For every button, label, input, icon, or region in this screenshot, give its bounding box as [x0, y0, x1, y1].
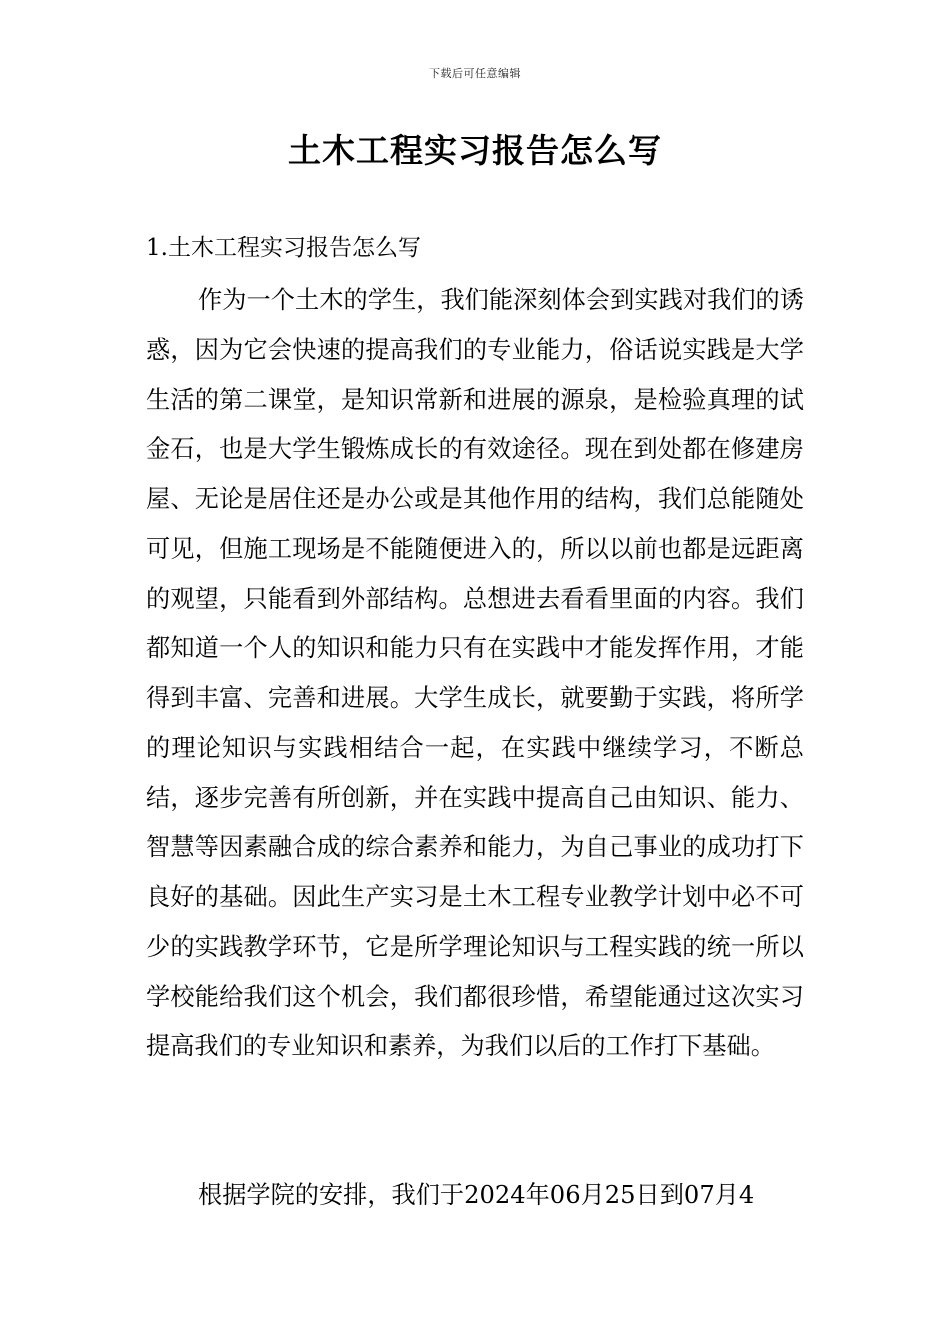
paragraph-2 — [146, 1171, 804, 1221]
paragraph-1 — [146, 276, 804, 1072]
document-title: 土木工程实习报告怎么写 — [288, 131, 662, 170]
header-note: 下载后可任意编辑 — [429, 67, 521, 80]
section-heading: 1.土木工程实习报告怎么写 — [146, 235, 421, 261]
paragraph-1-text: 作为一个土木的学生，我们能深刻体会到实践对我们的诱惑，因为它会快速的提高我们的专业能力，俗话说实践是大学生活的第二课堂，是知识常新和进展的源泉，是检验真理的试金石，也是大学生锻炼成长的有效途径。现在到处都在修建房屋、无论是居住还是办公或是其他作用的结构，我们总能随处可见，但施工现场是不能随便进入的，所以以前也都是远距离的观望，只能看到外部结构。总想进去看看里面的内容。我们都知道一个人的知识和能力只有在实践中才能发挥作用，才能得到丰富、完善和进展。大学生成长，就要勤于实践，将所学的理论知识与实践相结合一起，在实践中继续学习，不断总结，逐步完善有所创新，并在实践中提高自己由知识、能力、智慧等因素融合成的综合素养和能力，为自己事业的成功打下良好的基础。因此生产实习是土木工程专业教学计划中必不可少的实践教学环节，它是所学理论知识与工程实践的统一所以学校能给我们这个机会，我们都很珍惜，希望能通过这次实习提高我们的专业知识和素养，为我们以后的工作打下基础。 — [146, 286, 804, 1061]
paragraph-2-text: 根据学院的安排，我们于2024年06月25日到07月4 — [198, 1181, 755, 1209]
